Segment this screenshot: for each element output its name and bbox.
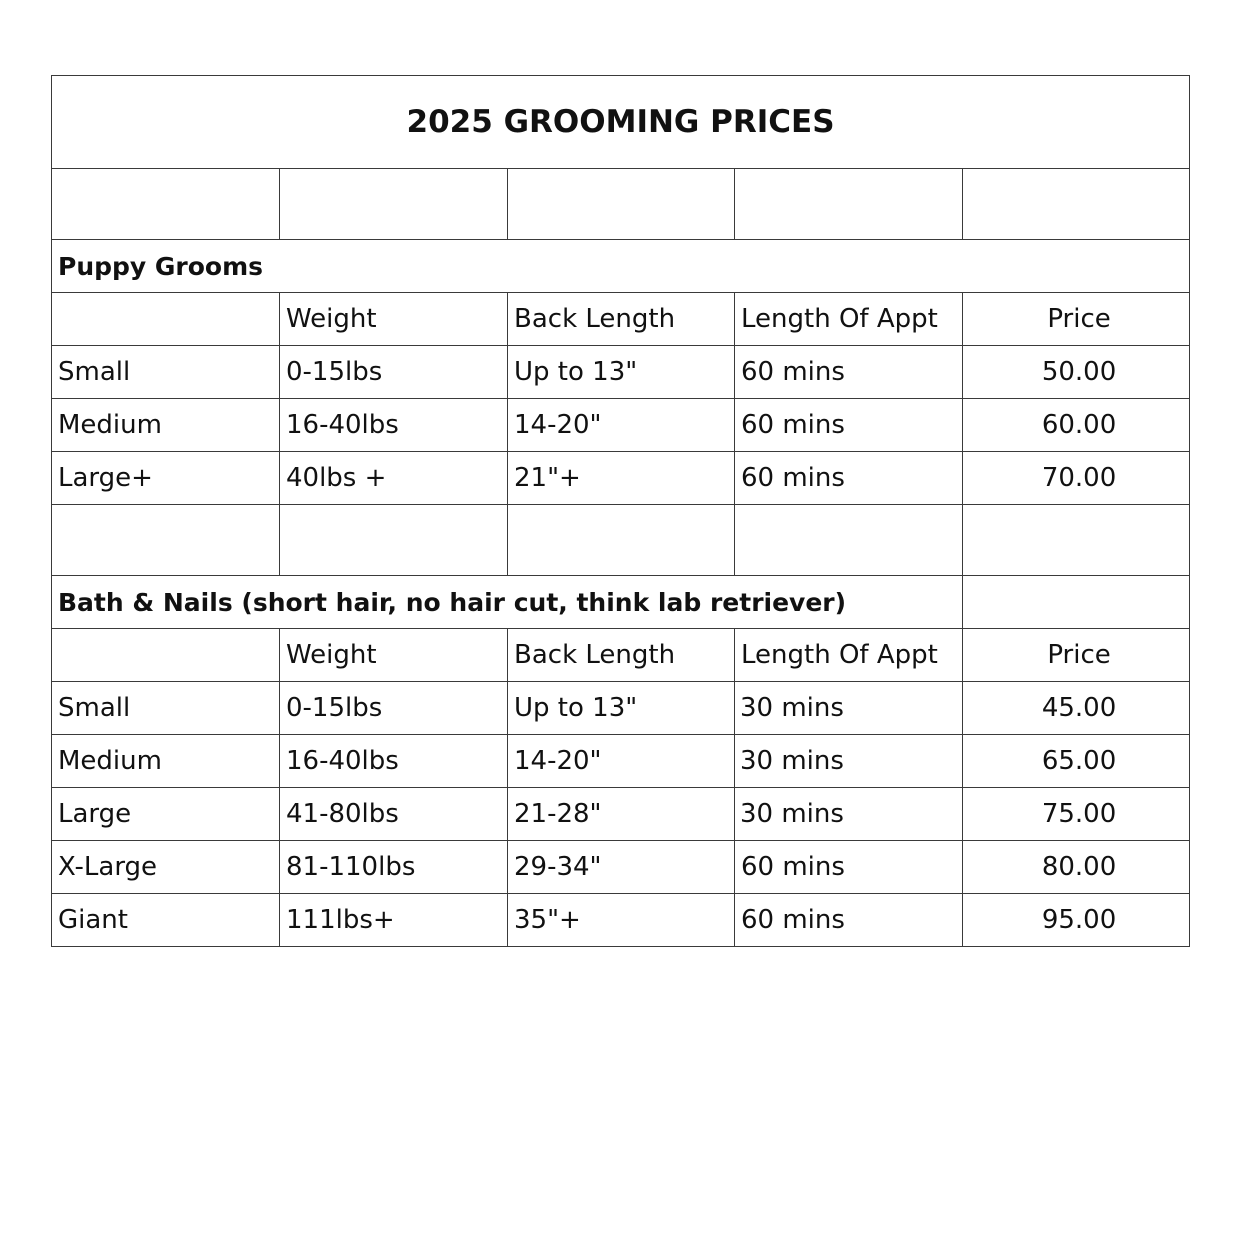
weight-cell: 41-80lbs	[280, 788, 508, 841]
price-cell: 70.00	[963, 452, 1190, 505]
empty-cell	[280, 505, 508, 576]
weight-cell: 0-15lbs	[280, 682, 508, 735]
page-title: 2025 GROOMING PRICES	[52, 76, 1190, 169]
size-cell: Large	[52, 788, 280, 841]
table-row	[52, 894, 1190, 947]
column-header-back-length: Back Length	[508, 629, 735, 682]
empty-cell	[963, 505, 1190, 576]
empty-cell	[735, 505, 963, 576]
back-length-cell: 35"+	[508, 894, 735, 947]
column-header-weight: Weight	[280, 293, 508, 346]
back-length-cell: 14-20"	[508, 735, 735, 788]
empty-cell	[508, 169, 735, 240]
appt-length-cell: 60 mins	[735, 346, 963, 399]
appt-length-cell: 30 mins	[735, 788, 963, 841]
table-row	[52, 682, 1190, 735]
puppy-grooms-heading: Puppy Grooms	[52, 240, 1190, 293]
empty-cell	[963, 576, 1190, 629]
price-cell: 80.00	[963, 841, 1190, 894]
empty-cell	[52, 505, 280, 576]
price-sheet	[51, 75, 1189, 947]
size-cell: Small	[52, 682, 280, 735]
table-row	[52, 399, 1190, 452]
column-header-price: Price	[963, 293, 1190, 346]
price-cell: 75.00	[963, 788, 1190, 841]
empty-cell	[735, 169, 963, 240]
size-cell: Small	[52, 346, 280, 399]
title-row	[52, 76, 1190, 169]
appt-length-cell: 30 mins	[735, 682, 963, 735]
weight-cell: 16-40lbs	[280, 735, 508, 788]
size-cell: Large+	[52, 452, 280, 505]
price-cell: 65.00	[963, 735, 1190, 788]
table-row	[52, 735, 1190, 788]
column-header-back-length: Back Length	[508, 293, 735, 346]
spacer-row	[52, 505, 1190, 576]
column-header-length-of-appt: Length Of Appt	[735, 629, 963, 682]
size-cell: Medium	[52, 399, 280, 452]
back-length-cell: 21"+	[508, 452, 735, 505]
weight-cell: 16-40lbs	[280, 399, 508, 452]
table-row	[52, 346, 1190, 399]
price-cell: 50.00	[963, 346, 1190, 399]
table-row	[52, 788, 1190, 841]
weight-cell: 111lbs+	[280, 894, 508, 947]
column-header-weight: Weight	[280, 629, 508, 682]
bath-nails-section-row	[52, 576, 1190, 629]
back-length-cell: 21-28"	[508, 788, 735, 841]
back-length-cell: Up to 13"	[508, 346, 735, 399]
puppy-grooms-column-header-row	[52, 293, 1190, 346]
weight-cell: 40lbs +	[280, 452, 508, 505]
bath-nails-heading: Bath & Nails (short hair, no hair cut, think lab retriever)	[52, 576, 963, 629]
weight-cell: 81-110lbs	[280, 841, 508, 894]
price-cell: 45.00	[963, 682, 1190, 735]
column-header-length-of-appt: Length Of Appt	[735, 293, 963, 346]
back-length-cell: 29-34"	[508, 841, 735, 894]
price-cell: 95.00	[963, 894, 1190, 947]
appt-length-cell: 60 mins	[735, 399, 963, 452]
back-length-cell: Up to 13"	[508, 682, 735, 735]
size-cell: Medium	[52, 735, 280, 788]
spacer-row	[52, 169, 1190, 240]
empty-cell	[52, 169, 280, 240]
appt-length-cell: 60 mins	[735, 841, 963, 894]
weight-cell: 0-15lbs	[280, 346, 508, 399]
bath-nails-column-header-row	[52, 629, 1190, 682]
appt-length-cell: 60 mins	[735, 452, 963, 505]
size-cell: X-Large	[52, 841, 280, 894]
back-length-cell: 14-20"	[508, 399, 735, 452]
empty-cell	[280, 169, 508, 240]
table-row	[52, 452, 1190, 505]
column-header-price: Price	[963, 629, 1190, 682]
table-row	[52, 841, 1190, 894]
grooming-price-table	[51, 75, 1190, 947]
empty-cell	[52, 629, 280, 682]
size-cell: Giant	[52, 894, 280, 947]
appt-length-cell: 30 mins	[735, 735, 963, 788]
appt-length-cell: 60 mins	[735, 894, 963, 947]
empty-cell	[52, 293, 280, 346]
puppy-grooms-section-row	[52, 240, 1190, 293]
empty-cell	[963, 169, 1190, 240]
price-cell: 60.00	[963, 399, 1190, 452]
empty-cell	[508, 505, 735, 576]
